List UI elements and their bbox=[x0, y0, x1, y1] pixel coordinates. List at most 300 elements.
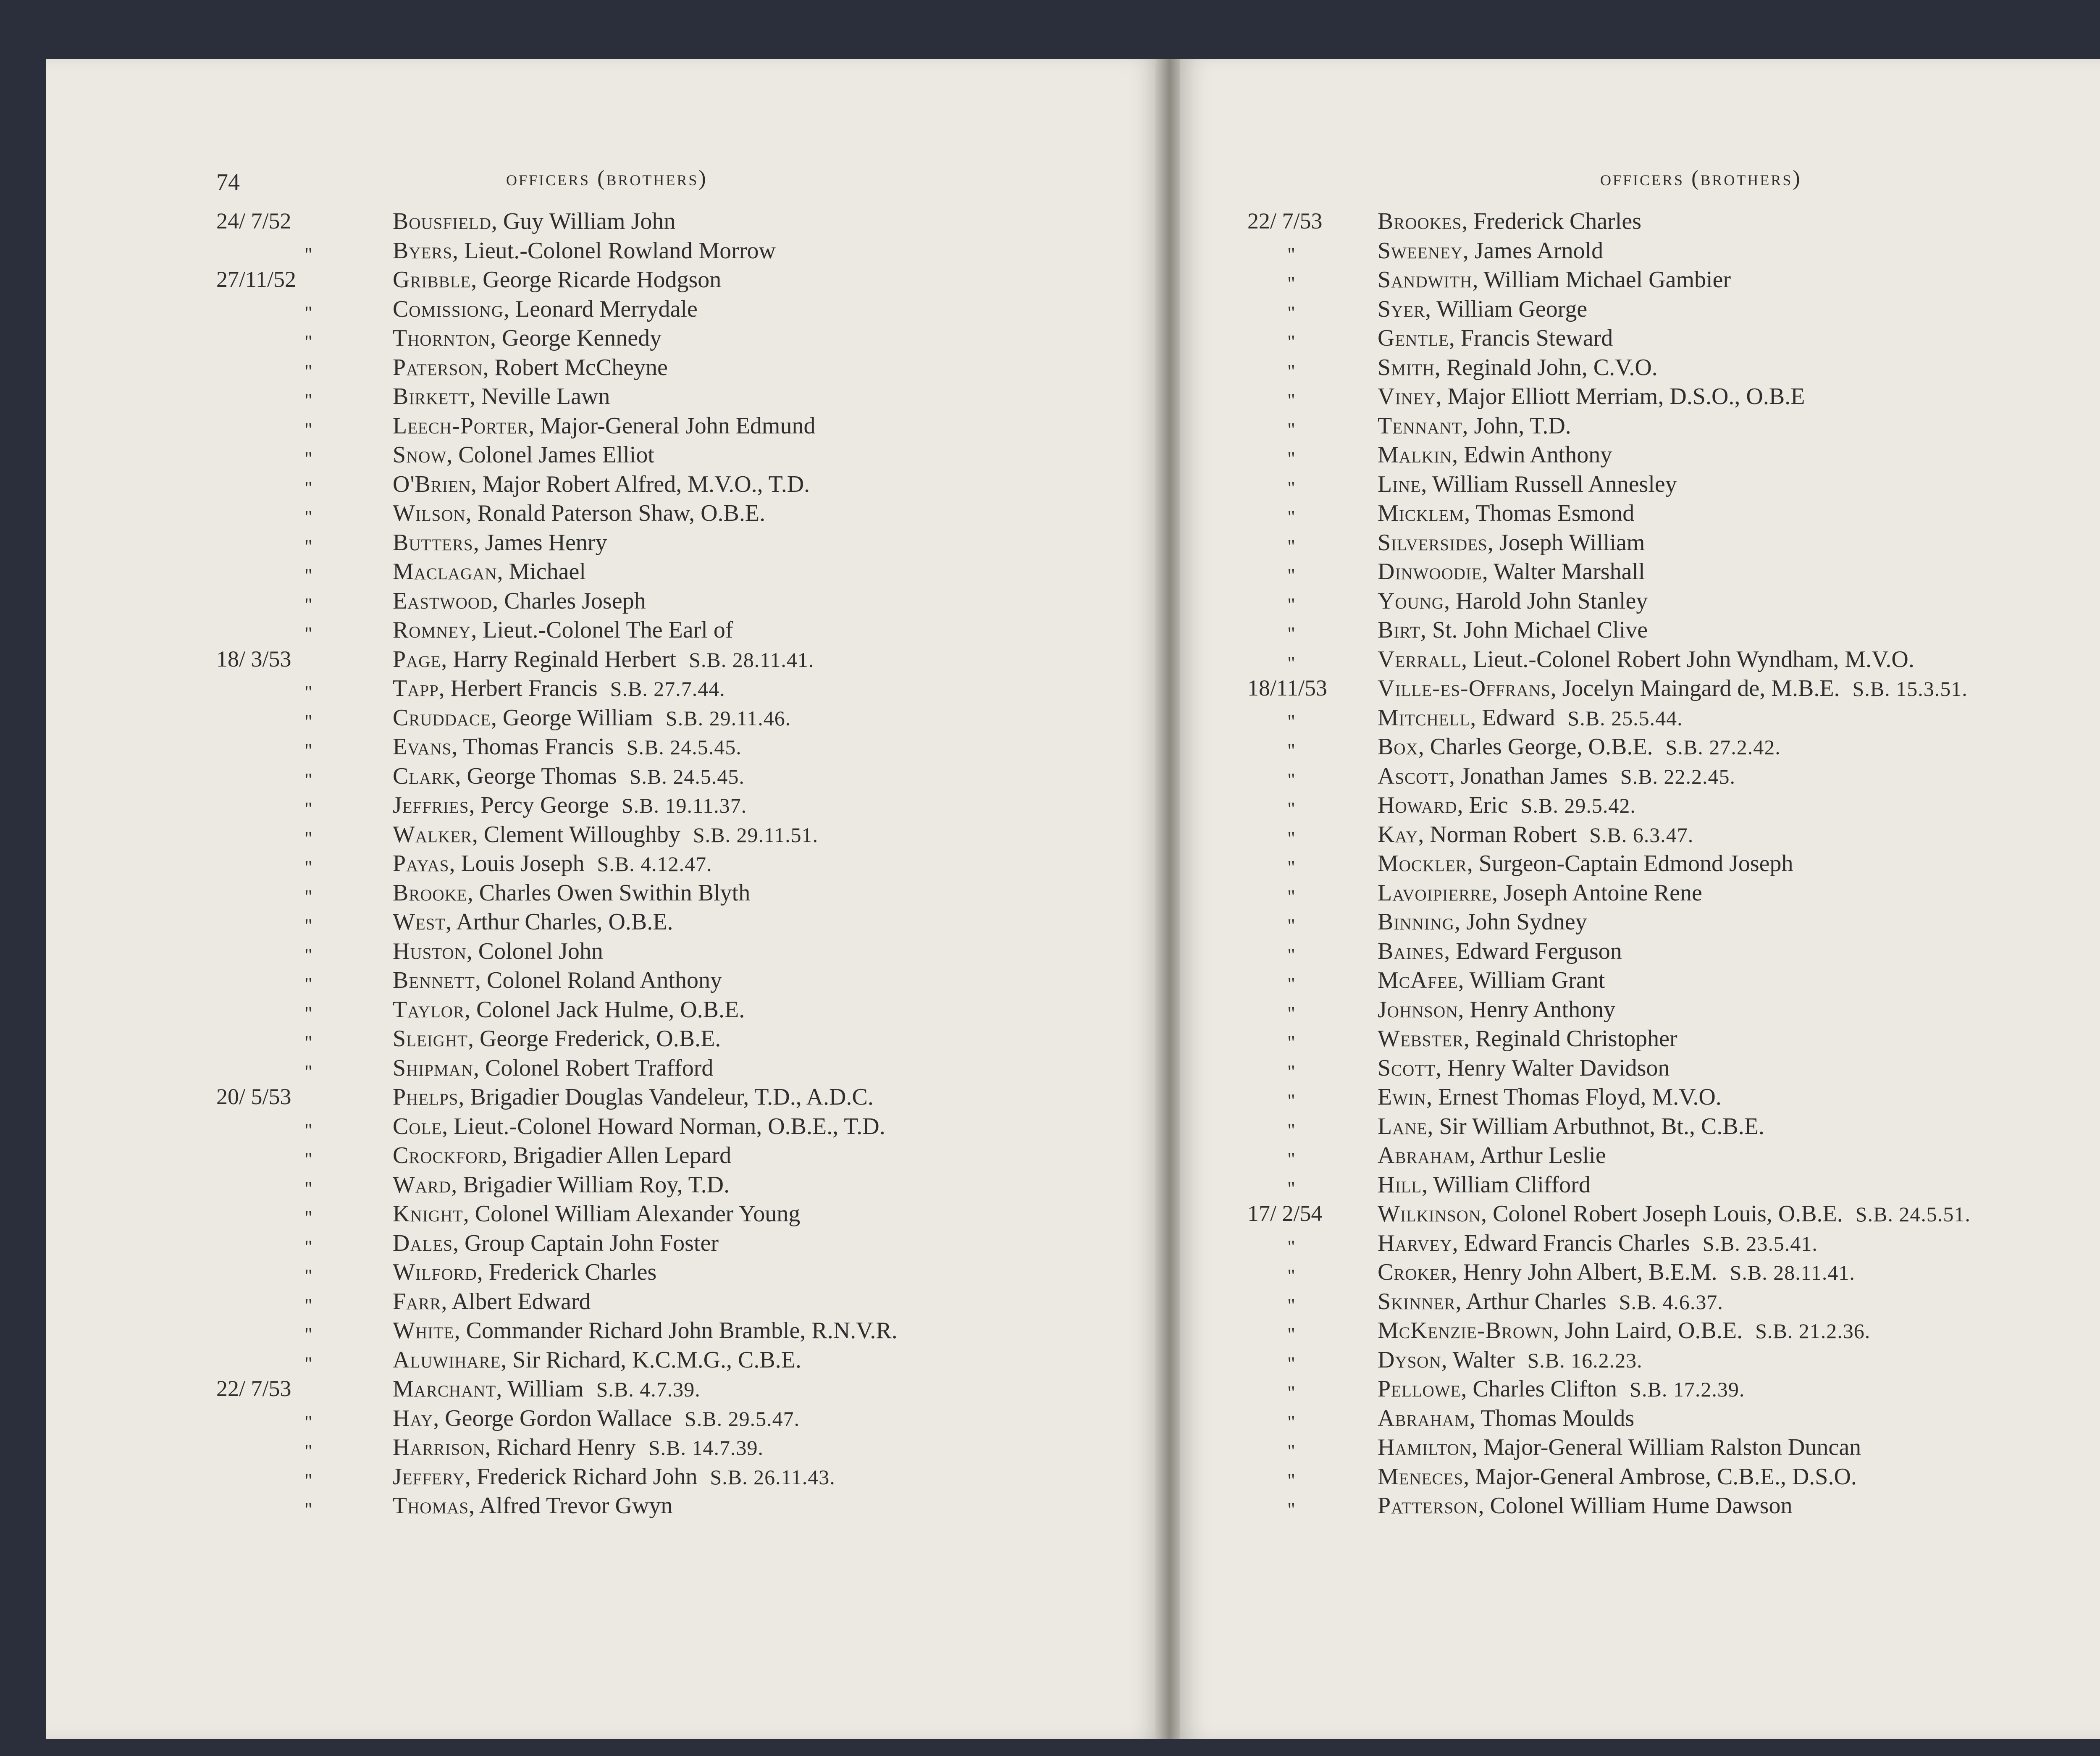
given-names: , Leonard Merrydale bbox=[504, 296, 698, 322]
ditto-mark: " bbox=[1287, 1090, 1295, 1111]
given-names: , Colonel William Hume Dawson bbox=[1478, 1493, 1793, 1519]
surname: Dyson bbox=[1378, 1347, 1441, 1373]
surname: Syer bbox=[1378, 296, 1425, 322]
entry-name bbox=[1378, 1113, 1764, 1140]
ditto-mark: " bbox=[1287, 944, 1295, 966]
given-names: , James Henry bbox=[473, 529, 607, 556]
ditto-mark: " bbox=[1287, 1265, 1295, 1286]
entry-name bbox=[393, 879, 750, 906]
ditto-mark: " bbox=[304, 1177, 312, 1199]
ditto-mark: " bbox=[304, 418, 312, 440]
surname: Payas bbox=[393, 850, 449, 877]
ditto-mark: " bbox=[1287, 623, 1295, 644]
entry-date: 22/ 7/53 bbox=[216, 1376, 291, 1401]
given-names: , Colonel Robert Trafford bbox=[473, 1055, 714, 1081]
ditto-mark: " bbox=[1287, 1382, 1295, 1403]
entry-name bbox=[393, 1288, 591, 1315]
ditto-mark: " bbox=[304, 740, 312, 761]
given-names: , William Russell Annesley bbox=[1421, 471, 1677, 497]
entry-name bbox=[393, 1113, 885, 1140]
entry-name bbox=[393, 500, 765, 527]
ditto-mark: " bbox=[1287, 1119, 1295, 1141]
given-names: , Herbert Francis bbox=[438, 675, 598, 701]
surname: Hamilton bbox=[1378, 1434, 1472, 1460]
surname: Micklem bbox=[1378, 500, 1465, 526]
surname: Taylor bbox=[393, 996, 465, 1023]
entry-name bbox=[393, 325, 662, 352]
entry-date: 22/ 7/53 bbox=[1247, 208, 1323, 234]
given-names: , Neville Lawn bbox=[469, 383, 610, 409]
surname: Ville-es-Offrans bbox=[1378, 675, 1551, 701]
given-names: , Reginald Christopher bbox=[1464, 1026, 1677, 1052]
entry-name bbox=[393, 617, 733, 643]
ditto-mark: " bbox=[304, 331, 312, 352]
given-names: , Edwin Anthony bbox=[1452, 442, 1612, 468]
ditto-mark: " bbox=[304, 243, 312, 265]
entry-name bbox=[1378, 792, 1636, 819]
given-names: , Henry John Albert, B.E.M. bbox=[1451, 1259, 1717, 1285]
entry-name bbox=[1378, 967, 1605, 994]
given-names: , Arthur Charles bbox=[1455, 1288, 1606, 1315]
entry-date: 18/ 3/53 bbox=[216, 646, 291, 672]
given-names: , Lieut.-Colonel The Earl of bbox=[471, 617, 733, 643]
surname: Phelps bbox=[393, 1084, 459, 1110]
ditto-mark: " bbox=[1287, 243, 1295, 265]
entry-date: 27/11/52 bbox=[216, 267, 297, 292]
given-names: , Francis Steward bbox=[1449, 325, 1613, 351]
given-names: , Eric bbox=[1457, 792, 1508, 818]
ditto-mark: " bbox=[304, 360, 312, 382]
entry-name bbox=[393, 1055, 713, 1081]
surname: Wilford bbox=[393, 1259, 477, 1285]
sb-date: S.B. 29.5.47. bbox=[684, 1407, 800, 1431]
surname: Sleight bbox=[393, 1026, 468, 1052]
entry-date: 20/ 5/53 bbox=[216, 1084, 291, 1109]
entry-name bbox=[393, 1200, 800, 1227]
surname: Patterson bbox=[1378, 1493, 1478, 1519]
surname: West bbox=[393, 909, 446, 935]
surname: Verrall bbox=[1378, 646, 1462, 672]
ditto-mark: " bbox=[1287, 915, 1295, 936]
given-names: , Albert Edward bbox=[441, 1288, 591, 1315]
given-names: , Lieut.-Colonel Howard Norman, O.B.E., T.D. bbox=[442, 1113, 885, 1139]
surname: Sandwith bbox=[1378, 267, 1473, 293]
entry-name bbox=[1378, 646, 1914, 673]
sb-date: S.B. 17.2.39. bbox=[1630, 1378, 1745, 1401]
ditto-mark: " bbox=[1287, 273, 1295, 294]
entry-name bbox=[1378, 763, 1735, 790]
ditto-mark: " bbox=[1287, 1499, 1295, 1520]
entry-name bbox=[393, 996, 745, 1023]
running-header: officers (brothers) bbox=[1600, 166, 1802, 190]
ditto-mark: " bbox=[304, 448, 312, 469]
entry-name bbox=[393, 733, 742, 760]
book-spread bbox=[46, 59, 2100, 1739]
given-names: , Clement Willoughby bbox=[472, 821, 680, 848]
entry-name bbox=[1378, 588, 1648, 614]
ditto-mark: " bbox=[1287, 1440, 1295, 1462]
sb-date: S.B. 19.11.37. bbox=[621, 794, 747, 817]
sb-date: S.B. 24.5.45. bbox=[629, 764, 745, 788]
given-names: , Frederick Charles bbox=[1462, 208, 1642, 234]
surname: Romney bbox=[393, 617, 471, 643]
surname: Binning bbox=[1378, 909, 1454, 935]
entry-name bbox=[393, 1259, 656, 1286]
ditto-mark: " bbox=[304, 1002, 312, 1024]
entry-name bbox=[393, 704, 791, 731]
given-names: , Colonel Jack Hulme, O.B.E. bbox=[464, 996, 745, 1023]
surname: Johnson bbox=[1378, 996, 1458, 1023]
entry-name bbox=[393, 296, 698, 323]
given-names: , Joseph William bbox=[1487, 529, 1645, 556]
entry-name bbox=[393, 792, 747, 819]
page-number: 74 bbox=[216, 169, 240, 195]
surname: Pellowe bbox=[1378, 1376, 1461, 1402]
ditto-mark: " bbox=[304, 1148, 312, 1170]
entry-name bbox=[393, 1084, 874, 1110]
ditto-mark: " bbox=[1287, 1469, 1295, 1491]
given-names: , John Sydney bbox=[1454, 909, 1587, 935]
surname: Thornton bbox=[393, 325, 491, 351]
ditto-mark: " bbox=[304, 1294, 312, 1316]
given-names: , William Clifford bbox=[1422, 1171, 1591, 1198]
given-names: , Major Elliott Merriam, D.S.O., O.B.E bbox=[1436, 383, 1805, 409]
ditto-mark: " bbox=[304, 564, 312, 586]
sb-date: S.B. 4.7.39. bbox=[596, 1378, 701, 1401]
surname: White bbox=[393, 1318, 454, 1344]
given-names: , Frederick Richard John bbox=[465, 1463, 698, 1490]
ditto-mark: " bbox=[304, 1440, 312, 1462]
surname: Abraham bbox=[1378, 1405, 1470, 1431]
ditto-mark: " bbox=[304, 1352, 312, 1374]
entry-name bbox=[1378, 558, 1645, 585]
given-names: , Harold John Stanley bbox=[1444, 588, 1648, 614]
ditto-mark: " bbox=[1287, 1352, 1295, 1374]
entry-name bbox=[393, 763, 745, 790]
ditto-mark: " bbox=[304, 1469, 312, 1491]
entry-name bbox=[1378, 296, 1587, 323]
ditto-mark: " bbox=[304, 681, 312, 703]
sb-date: S.B. 22.2.45. bbox=[1620, 764, 1736, 788]
given-names: , Sir William Arbuthnot, Bt., C.B.E. bbox=[1427, 1113, 1764, 1139]
sb-date: S.B. 4.12.47. bbox=[597, 852, 712, 876]
given-names: , Colonel John bbox=[466, 938, 603, 964]
entry-name bbox=[393, 412, 815, 439]
ditto-mark: " bbox=[304, 944, 312, 966]
ditto-mark: " bbox=[304, 885, 312, 907]
given-names: , Colonel William Alexander Young bbox=[463, 1201, 801, 1227]
given-names: , John, T.D. bbox=[1462, 412, 1571, 439]
given-names: , Brigadier Douglas Vandeleur, T.D., A.D.C. bbox=[458, 1084, 874, 1110]
sb-date: S.B. 14.7.39. bbox=[648, 1436, 764, 1459]
sb-date: S.B. 4.6.37. bbox=[1619, 1290, 1723, 1314]
ditto-mark: " bbox=[1287, 740, 1295, 761]
ditto-mark: " bbox=[304, 769, 312, 790]
ditto-mark: " bbox=[304, 1499, 312, 1520]
ditto-mark: " bbox=[1287, 973, 1295, 995]
given-names: , Brigadier William Roy, T.D. bbox=[451, 1171, 730, 1198]
entry-name bbox=[1378, 1463, 1857, 1490]
entry-name bbox=[1378, 1434, 1861, 1461]
ditto-mark: " bbox=[1287, 710, 1295, 732]
ditto-mark: " bbox=[304, 798, 312, 819]
given-names: , Ernest Thomas Floyd, M.V.O. bbox=[1426, 1084, 1722, 1110]
entry-name bbox=[393, 1463, 835, 1490]
given-names: , Brigadier Allen Lepard bbox=[501, 1142, 732, 1168]
ditto-mark: " bbox=[304, 1119, 312, 1141]
sb-date: S.B. 28.11.41. bbox=[1730, 1261, 1855, 1284]
surname: Jeffery bbox=[393, 1463, 465, 1490]
entry-name bbox=[393, 208, 675, 235]
given-names: , Major-General Ambrose, C.B.E., D.S.O. bbox=[1463, 1463, 1857, 1490]
surname: Silversides bbox=[1378, 529, 1488, 556]
entry-name bbox=[1378, 1317, 1870, 1344]
entry-name bbox=[1378, 412, 1571, 439]
ditto-mark: " bbox=[304, 1207, 312, 1228]
entry-name bbox=[393, 646, 814, 673]
given-names: , Michael bbox=[497, 559, 586, 585]
given-names: , Henry Walter Davidson bbox=[1435, 1055, 1670, 1081]
given-names: , George Kennedy bbox=[490, 325, 662, 351]
surname: Howard bbox=[1378, 792, 1457, 818]
given-names: , Jocelyn Maingard de, M.B.E. bbox=[1550, 675, 1840, 701]
entry-name bbox=[1378, 1230, 1818, 1257]
ditto-mark: " bbox=[1287, 1411, 1295, 1433]
surname: Webster bbox=[1378, 1026, 1464, 1052]
entry-name bbox=[393, 237, 776, 264]
entry-name bbox=[1378, 354, 1658, 381]
entry-name bbox=[1378, 1025, 1677, 1052]
ditto-mark: " bbox=[1287, 302, 1295, 323]
entry-name bbox=[1378, 237, 1603, 264]
surname: Birkett bbox=[393, 383, 470, 409]
given-names: , Major-General John Edmund bbox=[528, 412, 816, 439]
entry-name bbox=[393, 1230, 719, 1257]
sb-date: S.B. 24.5.51. bbox=[1855, 1202, 1971, 1226]
entry-name bbox=[393, 558, 586, 585]
entry-name bbox=[1378, 1375, 1745, 1402]
ditto-mark: " bbox=[1287, 856, 1295, 878]
entry-name bbox=[393, 1317, 898, 1344]
surname: Smith bbox=[1378, 354, 1435, 381]
surname: Tennant bbox=[1378, 412, 1462, 439]
surname: Maclagan bbox=[393, 559, 497, 585]
given-names: , Edward Francis Charles bbox=[1452, 1230, 1690, 1256]
entry-name bbox=[1378, 1405, 1634, 1432]
surname: Malkin bbox=[1378, 442, 1452, 468]
surname: Aluwihare bbox=[393, 1347, 501, 1373]
ditto-mark: " bbox=[1287, 769, 1295, 790]
surname: Kay bbox=[1378, 821, 1418, 848]
given-names: , George Ricarde Hodgson bbox=[471, 267, 722, 293]
given-names: , Edward bbox=[1470, 704, 1555, 731]
sb-date: S.B. 21.2.36. bbox=[1755, 1319, 1871, 1343]
sb-date: S.B. 16.2.23. bbox=[1527, 1348, 1643, 1372]
surname: Page bbox=[393, 646, 441, 672]
surname: Lavoipierre bbox=[1378, 879, 1492, 906]
entry-name bbox=[393, 908, 673, 935]
entry-name bbox=[1378, 471, 1677, 498]
ditto-mark: " bbox=[304, 827, 312, 849]
ditto-mark: " bbox=[304, 389, 312, 411]
entry-name bbox=[393, 529, 607, 556]
given-names: , Reginald John, C.V.O. bbox=[1434, 354, 1658, 381]
surname: Thomas bbox=[393, 1493, 469, 1519]
ditto-mark: " bbox=[304, 710, 312, 732]
surname: Dinwoodie bbox=[1378, 559, 1482, 585]
surname: Cruddace bbox=[393, 704, 491, 731]
ditto-mark: " bbox=[304, 593, 312, 615]
entry-name bbox=[1378, 1171, 1591, 1198]
entry-name bbox=[393, 383, 610, 410]
surname: McAfee bbox=[1378, 967, 1458, 993]
entry-name bbox=[1378, 1055, 1670, 1081]
entry-name bbox=[1378, 1492, 1792, 1519]
entry-name bbox=[393, 1142, 731, 1169]
sb-date: S.B. 29.5.42. bbox=[1520, 794, 1636, 817]
surname: Meneces bbox=[1378, 1463, 1464, 1490]
surname: Comissiong bbox=[393, 296, 504, 322]
surname: Jeffries bbox=[393, 792, 469, 818]
given-names: , Guy William John bbox=[491, 208, 676, 234]
sb-date: S.B. 6.3.47. bbox=[1589, 823, 1694, 847]
entry-name bbox=[1378, 996, 1615, 1023]
entry-name bbox=[1378, 938, 1622, 965]
given-names: , Charles Clifton bbox=[1461, 1376, 1617, 1402]
ditto-mark: " bbox=[304, 1411, 312, 1433]
surname: McKenzie-Brown bbox=[1378, 1318, 1554, 1344]
ditto-mark: " bbox=[304, 506, 312, 528]
entry-name bbox=[393, 266, 721, 293]
surname: Walker bbox=[393, 821, 472, 848]
surname: Harrison bbox=[393, 1434, 485, 1460]
surname: Crockford bbox=[393, 1142, 501, 1168]
sb-date: S.B. 15.3.51. bbox=[1852, 677, 1968, 701]
given-names: , John Laird, O.B.E. bbox=[1553, 1318, 1743, 1344]
given-names: , Percy George bbox=[469, 792, 609, 818]
given-names: , Thomas Esmond bbox=[1464, 500, 1635, 526]
given-names: , Ronald Paterson Shaw, O.B.E. bbox=[465, 500, 766, 526]
surname: Ascott bbox=[1378, 763, 1449, 789]
ditto-mark: " bbox=[304, 1323, 312, 1345]
entry-name bbox=[393, 471, 810, 498]
ditto-mark: " bbox=[1287, 360, 1295, 382]
surname: Byers bbox=[393, 237, 453, 264]
entry-name bbox=[393, 1171, 730, 1198]
entry-name bbox=[1378, 733, 1781, 760]
entry-name bbox=[393, 850, 712, 877]
given-names: , Charles Joseph bbox=[492, 588, 646, 614]
entry-name bbox=[1378, 908, 1587, 935]
surname: Tapp bbox=[393, 675, 439, 701]
entry-date: 17/ 2/54 bbox=[1247, 1201, 1323, 1226]
surname: Paterson bbox=[393, 354, 483, 381]
surname: Evans bbox=[393, 734, 452, 760]
surname: Harvey bbox=[1378, 1230, 1452, 1256]
ditto-mark: " bbox=[304, 623, 312, 644]
surname: Mitchell bbox=[1378, 704, 1470, 731]
given-names: , Walter Marshall bbox=[1482, 559, 1645, 585]
right-page bbox=[1180, 59, 2100, 1739]
given-names: , Richard Henry bbox=[485, 1434, 636, 1460]
surname: Ward bbox=[393, 1171, 452, 1198]
given-names: , Walter bbox=[1441, 1347, 1515, 1373]
entry-name bbox=[393, 441, 654, 468]
entry-date: 18/11/53 bbox=[1247, 675, 1328, 701]
ditto-mark: " bbox=[304, 1032, 312, 1053]
ditto-mark: " bbox=[1287, 535, 1295, 557]
surname: Cole bbox=[393, 1113, 442, 1139]
given-names: , Colonel Roland Anthony bbox=[475, 967, 722, 993]
entry-name bbox=[393, 354, 668, 381]
ditto-mark: " bbox=[1287, 1002, 1295, 1024]
surname: Shipman bbox=[393, 1055, 473, 1081]
surname: Wilkinson bbox=[1378, 1201, 1481, 1227]
sb-date: S.B. 28.11.41. bbox=[689, 648, 814, 672]
entry-name bbox=[1378, 208, 1641, 235]
sb-date: S.B. 27.7.44. bbox=[610, 677, 725, 701]
given-names: , William bbox=[496, 1376, 584, 1402]
surname: Hay bbox=[393, 1405, 433, 1431]
ditto-mark: " bbox=[1287, 1032, 1295, 1053]
entry-name bbox=[393, 1347, 801, 1373]
surname: Abraham bbox=[1378, 1142, 1470, 1168]
surname: Mockler bbox=[1378, 850, 1467, 877]
given-names: , Joseph Antoine Rene bbox=[1492, 879, 1702, 906]
ditto-mark: " bbox=[1287, 448, 1295, 469]
surname: Line bbox=[1378, 471, 1421, 497]
ditto-mark: " bbox=[304, 477, 312, 499]
given-names: , Colonel Robert Joseph Louis, O.B.E. bbox=[1481, 1201, 1843, 1227]
entry-name bbox=[393, 1492, 672, 1519]
surname: Leech-Porter bbox=[393, 412, 529, 439]
surname: Gribble bbox=[393, 267, 471, 293]
surname: Croker bbox=[1378, 1259, 1452, 1285]
ditto-mark: " bbox=[1287, 652, 1295, 674]
surname: O'Brien bbox=[393, 471, 471, 497]
given-names: , Lieut.-Colonel Rowland Morrow bbox=[452, 237, 776, 264]
given-names: , George Gordon Wallace bbox=[433, 1405, 672, 1431]
surname: Box bbox=[1378, 734, 1418, 760]
given-names: , Jonathan James bbox=[1449, 763, 1608, 789]
ditto-mark: " bbox=[1287, 1060, 1295, 1082]
surname: Huston bbox=[393, 938, 467, 964]
given-names: , Arthur Leslie bbox=[1469, 1142, 1606, 1168]
given-names: , Sir Richard, K.C.M.G., C.B.E. bbox=[501, 1347, 801, 1373]
surname: Brooke bbox=[393, 879, 467, 906]
entry-name bbox=[1378, 1347, 1643, 1373]
given-names: , Harry Reginald Herbert bbox=[441, 646, 677, 672]
ditto-mark: " bbox=[1287, 331, 1295, 352]
given-names: , William Grant bbox=[1458, 967, 1605, 993]
given-names: , St. John Michael Clive bbox=[1420, 617, 1648, 643]
given-names: , Edward Ferguson bbox=[1444, 938, 1622, 964]
surname: Bousfield bbox=[393, 208, 491, 234]
sb-date: S.B. 23.5.41. bbox=[1702, 1231, 1818, 1255]
given-names: , Louis Joseph bbox=[449, 850, 585, 877]
given-names: , Commander Richard John Bramble, R.N.V.R. bbox=[454, 1318, 898, 1344]
given-names: , William George bbox=[1425, 296, 1588, 322]
ditto-mark: " bbox=[304, 302, 312, 323]
surname: Ewin bbox=[1378, 1084, 1427, 1110]
ditto-mark: " bbox=[304, 856, 312, 878]
entry-name bbox=[1378, 325, 1613, 352]
given-names: , James Arnold bbox=[1462, 237, 1604, 264]
given-names: , Frederick Charles bbox=[477, 1259, 657, 1285]
entry-name bbox=[1378, 1142, 1606, 1169]
entry-name bbox=[1378, 383, 1805, 410]
surname: Snow bbox=[393, 442, 447, 468]
